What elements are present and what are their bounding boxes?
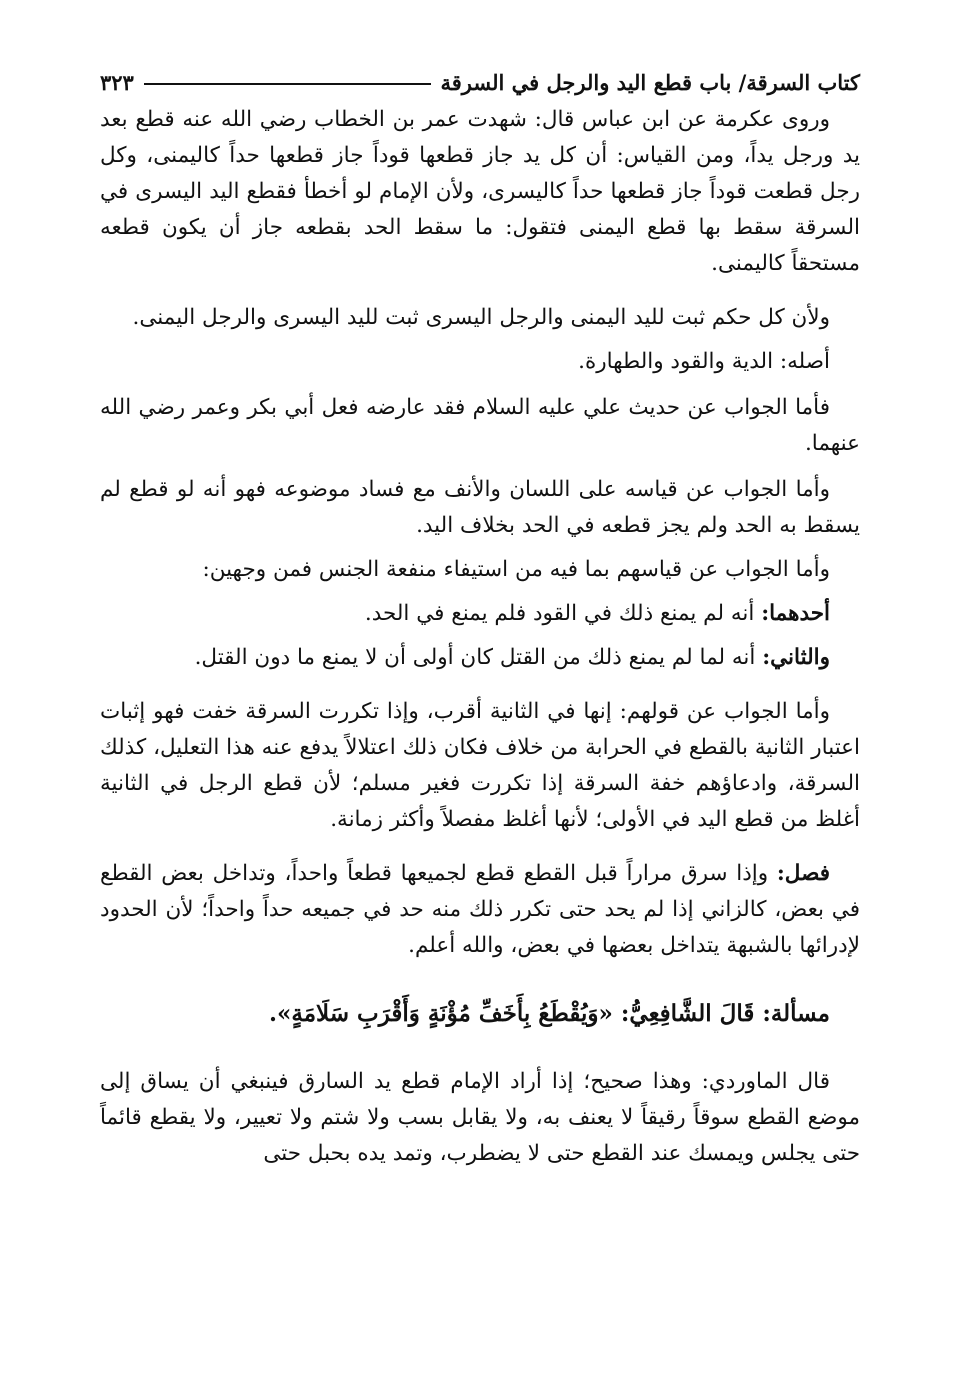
paragraph-hukm: ولأن كل حكم ثبت لليد اليمنى والرجل اليسرى ثبت لليد اليسرى والرجل اليمنى. (132, 305, 830, 330)
paragraph-second-aspect (100, 640, 860, 676)
chapter-title: كتاب السرقة/ باب قطع اليد والرجل في السرقة (440, 69, 860, 95)
masala-quote: «وَيُقْطَعُ بِأَخَفِّ مُؤْنَةٍ وَأَقْرَبِ سَلَامَةٍ». (269, 1000, 621, 1027)
paragraph-fasl (100, 856, 860, 964)
page-number: ٣٢٣ (100, 69, 134, 95)
masala-heading (100, 994, 860, 1034)
paragraph-asl: أصله: الدية والقود والطهارة. (578, 349, 830, 374)
paragraph-lisan-anf: وأما الجواب عن قياسه على اللسان والأنف مع فساد موضوعه فهو أنه لو قطع لم يسقط به الحد ولم يجز قطعه في الحد بخلاف اليد. (100, 477, 860, 538)
fasl-text: وإذا سرق مراراً قبل القطع قطع لجميعها قطعاً واحداً، وتداخل بعض القطع في بعض، كالزاني إذا لم يحد حتى تكرر ذلك منه حد في جميعه حداً واحداً؛ لأن الحدود لإدرائها بالشبهة يتداخل بعضها في بعض، والله أعلم. (100, 861, 860, 958)
paragraph-first-aspect (100, 596, 860, 632)
first-aspect-label: أحدهما: (761, 601, 830, 626)
second-aspect-text: أنه لما لم يمنع ذلك من القتل كان أولى أن لا يمنع ما دون القتل. (194, 645, 763, 670)
fasl-label: فصل: (776, 861, 830, 886)
header-rule (144, 83, 431, 85)
paragraph-ikrima-narration: وروى عكرمة عن ابن عباس قال: شهدت عمر بن الخطاب رضي الله عنه قطع بعد يد ورجل يداً، ومن القياس: أن كل يد جاز قطعها قوداً جاز قطعها حداً كاليمنى، وكل رجل قطعت قوداً جاز قطعها حداً كاليسرى، ولأن الإمام لو أخطأ فقطع اليد اليسرى في السرقة سقط بها قطع اليمنى فتقول: ما سقط الحد بقطعه جاز أن يكون قطعه مستحقاً كاليمنى. (100, 107, 860, 276)
paragraph-ali-hadith: فأما الجواب عن حديث علي عليه السلام فقد عارضه فعل أبي بكر وعمر رضي الله عنهما. (100, 395, 860, 456)
paragraph-wajhain: وأما الجواب عن قياسهم بما فيه من استيفاء منفعة الجنس فمن وجهين: (202, 557, 830, 582)
first-aspect-text: أنه لم يمنع ذلك في القود فلم يمنع في الحد. (364, 601, 762, 626)
paragraph-mawardi: قال الماوردي: وهذا صحيح؛ إذا أراد الإمام قطع يد السارق فينبغي أن يساق إلى موضع القطع سوقاً رقيقاً لا يعنف به، ولا يقابل بسب ولا شتم ولا تعيير، ولا يقطع قائماً حتى يجلس ويمسك عند القطع حتى لا يضطرب، وتمد يده بحبل حتى (100, 1069, 860, 1166)
masala-label: مسألة: قَالَ الشَّافِعِيُّ: (620, 1000, 830, 1027)
second-aspect-label: والثاني: (762, 645, 830, 670)
running-header (100, 62, 860, 102)
paragraph-qawluhum: وأما الجواب عن قولهم: إنها في الثانية أقرب، وإذا تكررت السرقة خفت فهو إثبات اعتبار الثانية بالقطع في الحرابة من خلاف فكان ذلك اعتلالاً يدفع عنه هذا التعليل، كذلك السرقة، وادعاؤهم خفة السرقة إذا تكررت فغير مسلم؛ لأن قطع الرجل في الثانية أغلظ من قطع اليد في الأولى؛ لأنها أغلظ مفصلاً وأكثر زمانة. (100, 699, 860, 832)
